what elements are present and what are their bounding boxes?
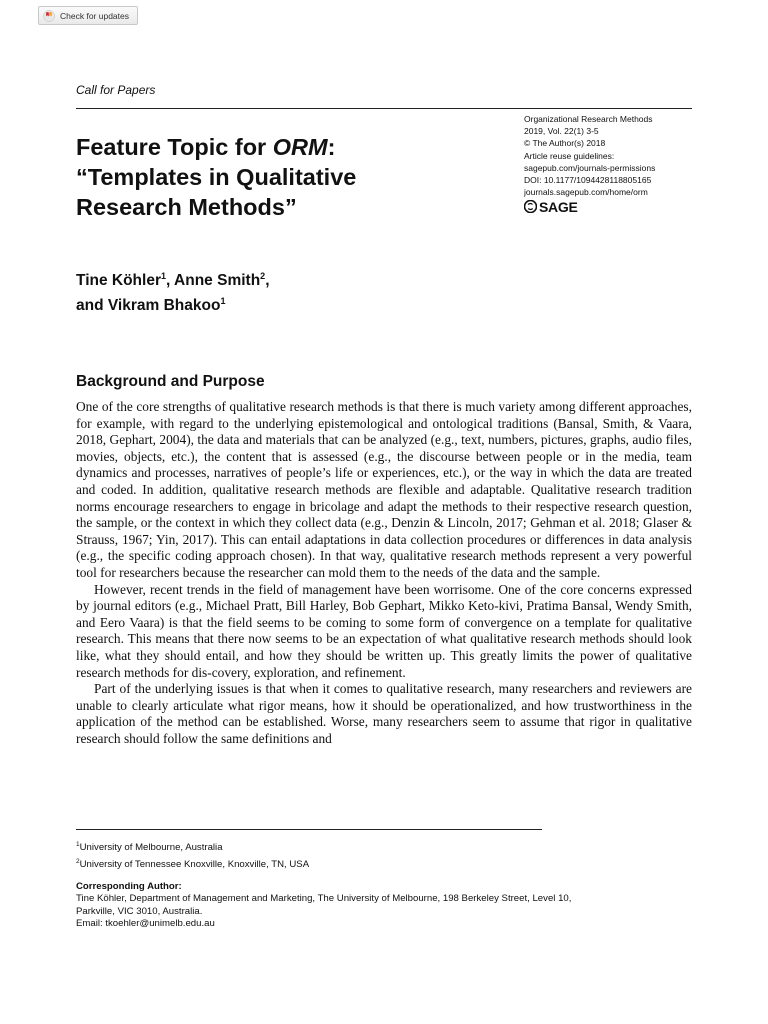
journal-metadata	[524, 113, 704, 213]
author-name[interactable]: Tine Köhler	[76, 272, 161, 290]
corresponding-address-line: Parkville, VIC 3010, Australia.	[76, 905, 203, 917]
reuse-guidelines-link[interactable]: sagepub.com/journals-permissions	[524, 162, 656, 173]
corresponding-author	[76, 881, 692, 930]
journal-volume: 2019, Vol. 22(1) 3-5	[524, 126, 599, 137]
title-journal-abbrev: ORM	[272, 134, 328, 160]
sage-logo	[524, 200, 704, 213]
title-line1-suffix: :	[327, 134, 336, 160]
affiliation-marker: 2	[260, 271, 266, 281]
check-for-updates-button[interactable]	[38, 6, 138, 25]
author-separator: ,	[166, 272, 175, 290]
title-line1-prefix: Feature Topic for	[76, 134, 273, 160]
journal-name: Organizational Research Methods	[524, 114, 653, 124]
article-title	[76, 132, 496, 222]
journal-homepage-link[interactable]: journals.sagepub.com/home/orm	[524, 187, 648, 198]
affiliation-text: University of Melbourne, Australia	[79, 842, 223, 854]
affiliation-number: 2	[76, 858, 80, 866]
sage-wordmark: SAGE	[539, 198, 578, 215]
affiliations	[76, 838, 692, 872]
affiliation-item	[76, 855, 692, 872]
corresponding-address-line: Tine Köhler, Department of Management and Marketing, The University of Melbourne, 198 Berkeley Street, Level 10,	[76, 893, 572, 905]
body-paragraph: One of the core strengths of qualitative research methods is that there is much variety among different approaches, for example, with regard to the underlying epistemological and ontological traditions (Bansal, Smith, & Vaara, 2018, Gephart, 2004), the data and materials that can be analyzed (e.g., text, numbers, pictures, graphs, audio files, movies, objects, etc.), the content that is assessed (e.g., the discourse between people or in the media, team dynamics and processes, narratives of people’s life or experiences, etc.), or the way in which the data are treated and coded. In addition, qualitative research methods are flexible and adaptable. Qualitative research tradition norms encourage researchers to engage in bricolage and adapt the methods to their respective research question, the sample, or the context in which they collect data (e.g., Denzin & Lincoln, 2017; Gehman et al. 2018; Glaser & Strauss, 1967; Yin, 2017). This can entail adaptations in data collection procedures or differences in data analysis (e.g., the specific coding approach chosen). In that way, qualitative research methods represent a very powerful tool for researchers because the researcher can mold them to the needs of the data and the sample.	[76, 399, 692, 580]
sage-circle-icon	[524, 200, 537, 213]
corresponding-email[interactable]: Email: tkoehler@unimelb.edu.au	[76, 917, 215, 929]
article-body	[76, 399, 692, 747]
doi-link[interactable]: DOI: 10.1177/1094428118805165	[524, 175, 652, 186]
affiliation-text: University of Tennessee Knoxville, Knoxville, TN, USA	[79, 859, 310, 871]
affiliation-marker: 1	[160, 271, 166, 281]
body-paragraph: However, recent trends in the field of management have been worrisome. One of the core concerns expressed by journal editors (e.g., Michael Pratt, Bill Harley, Bob Gephart, Mikko Keto-kivi, Pratima Bansal, Wendy Smith, and Eero Vaara) is that the field seems to be coming to some form of convergence on a template for qualitative research. This means that there now seems to be an expectation of what qualitative research methods should look like, what they should entail, and how they should be written up. This greatly limits the power of qualitative research methods for dis-covery, exploration, and refinement.	[76, 581, 692, 680]
title-line2: “Templates in Qualitative	[76, 164, 357, 190]
article-type-kicker: Call for Papers	[76, 83, 156, 97]
crossmark-icon	[43, 10, 55, 22]
author-list	[76, 266, 476, 316]
corresponding-author-label: Corresponding Author:	[76, 881, 182, 892]
section-heading: Background and Purpose	[76, 373, 265, 390]
footnote-rule	[76, 829, 542, 830]
author-name[interactable]: Anne Smith	[174, 272, 261, 290]
affiliation-number: 1	[76, 841, 80, 848]
header-rule	[76, 108, 692, 109]
affiliation-item	[76, 838, 692, 855]
title-line3: Research Methods”	[76, 194, 297, 220]
author-name[interactable]: Vikram Bhakoo	[107, 297, 221, 315]
author-conjunction: and	[76, 297, 108, 315]
copyright-line: © The Author(s) 2018	[524, 138, 606, 149]
author-separator: ,	[265, 272, 270, 290]
reuse-guidelines-label: Article reuse guidelines:	[524, 150, 615, 161]
check-for-updates-label: Check for updates	[60, 10, 129, 21]
body-paragraph: Part of the underlying issues is that when it comes to qualitative research, many researchers and reviewers are unable to clearly articulate what rigor means, how it should be operationalized, and how trustworthiness in the application of the method can be established. Worse, many researchers seem to assume that rigor in qualitative research should follow the same definitions and	[76, 681, 692, 746]
affiliation-marker: 1	[220, 296, 226, 307]
